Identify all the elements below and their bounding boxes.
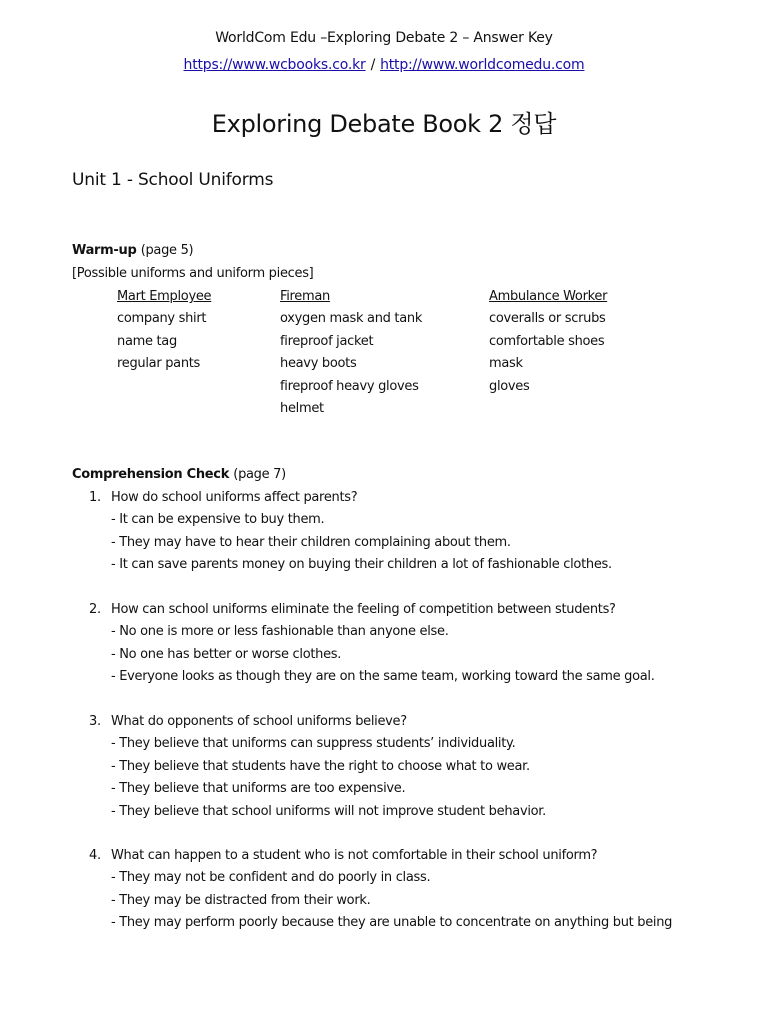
- unit-title: Unit 1 - School Uniforms: [72, 170, 274, 190]
- comprehension-heading-label: Comprehension Check: [72, 467, 230, 482]
- question-text: How do school uniforms affect parents?: [111, 490, 358, 505]
- warmup-item: fireproof heavy gloves: [280, 378, 419, 394]
- warmup-item: comfortable shoes: [489, 333, 605, 349]
- warmup-item: helmet: [280, 401, 324, 416]
- answer-line: - It can save parents money on buying their children a lot of fashionable clothes.: [111, 557, 612, 573]
- header-links: [0, 57, 768, 73]
- warmup-column-header: Mart Employee: [117, 289, 212, 304]
- answer-line: - No one is more or less fashionable than anyone else.: [111, 624, 449, 640]
- answer-line: - They may be distracted from their work.: [111, 892, 371, 908]
- answer-line: - No one has better or worse clothes.: [111, 646, 342, 662]
- comprehension-heading: [72, 467, 286, 482]
- answer-line: - It can be expensive to buy them.: [111, 512, 325, 528]
- question-text: What can happen to a student who is not comfortable in their school uniform?: [111, 848, 598, 863]
- question-number: 3.: [89, 714, 101, 729]
- warmup-item: mask: [489, 356, 523, 372]
- question-number: 2.: [89, 602, 101, 617]
- answer-line: - They may have to hear their children complaining about them.: [111, 534, 511, 550]
- link-separator: /: [370, 57, 376, 73]
- warmup-note: [Possible uniforms and uniform pieces]: [72, 266, 314, 281]
- warmup-page-ref: (page 5): [140, 243, 194, 258]
- answer-line: - They may not be confident and do poorly in class.: [111, 870, 431, 886]
- warmup-item: oxygen mask and tank: [280, 311, 423, 327]
- warmup-column-header: Fireman: [280, 289, 330, 304]
- question-number: 4.: [89, 848, 101, 863]
- wcbooks-link[interactable]: https://www.wcbooks.co.kr: [183, 57, 366, 73]
- question-text: How can school uniforms eliminate the feeling of competition between students?: [111, 602, 616, 617]
- header-title: WorldCom Edu –Exploring Debate 2 – Answer Key: [215, 30, 553, 46]
- warmup-item: name tag: [117, 333, 177, 349]
- answer-line: - They believe that uniforms are too expensive.: [111, 781, 406, 797]
- question-text: What do opponents of school uniforms believe?: [111, 714, 407, 729]
- warmup-item: gloves: [489, 378, 530, 394]
- warmup-item: coveralls or scrubs: [489, 311, 606, 327]
- document-title: Exploring Debate Book 2 정답: [211, 110, 557, 138]
- warmup-heading-label: Warm-up: [72, 243, 137, 258]
- warmup-item: company shirt: [117, 311, 207, 327]
- answer-line: - They believe that students have the right to choose what to wear.: [111, 758, 530, 774]
- worldcomedu-link[interactable]: http://www.worldcomedu.com: [380, 57, 585, 73]
- warmup-heading: [72, 243, 193, 258]
- warmup-item: fireproof jacket: [280, 333, 374, 349]
- warmup-item: regular pants: [117, 356, 201, 372]
- question-number: 1.: [89, 490, 101, 505]
- answer-line: - They believe that school uniforms will not improve student behavior.: [111, 803, 546, 819]
- warmup-column-header: Ambulance Worker: [489, 289, 608, 304]
- answer-line: - They believe that uniforms can suppress students’ individuality.: [111, 736, 516, 752]
- comprehension-page-ref: (page 7): [233, 467, 286, 482]
- answer-line: - Everyone looks as though they are on the same team, working toward the same goal.: [111, 669, 655, 685]
- answer-line: - They may perform poorly because they are unable to concentrate on anything but being: [111, 915, 673, 931]
- warmup-item: heavy boots: [280, 356, 357, 372]
